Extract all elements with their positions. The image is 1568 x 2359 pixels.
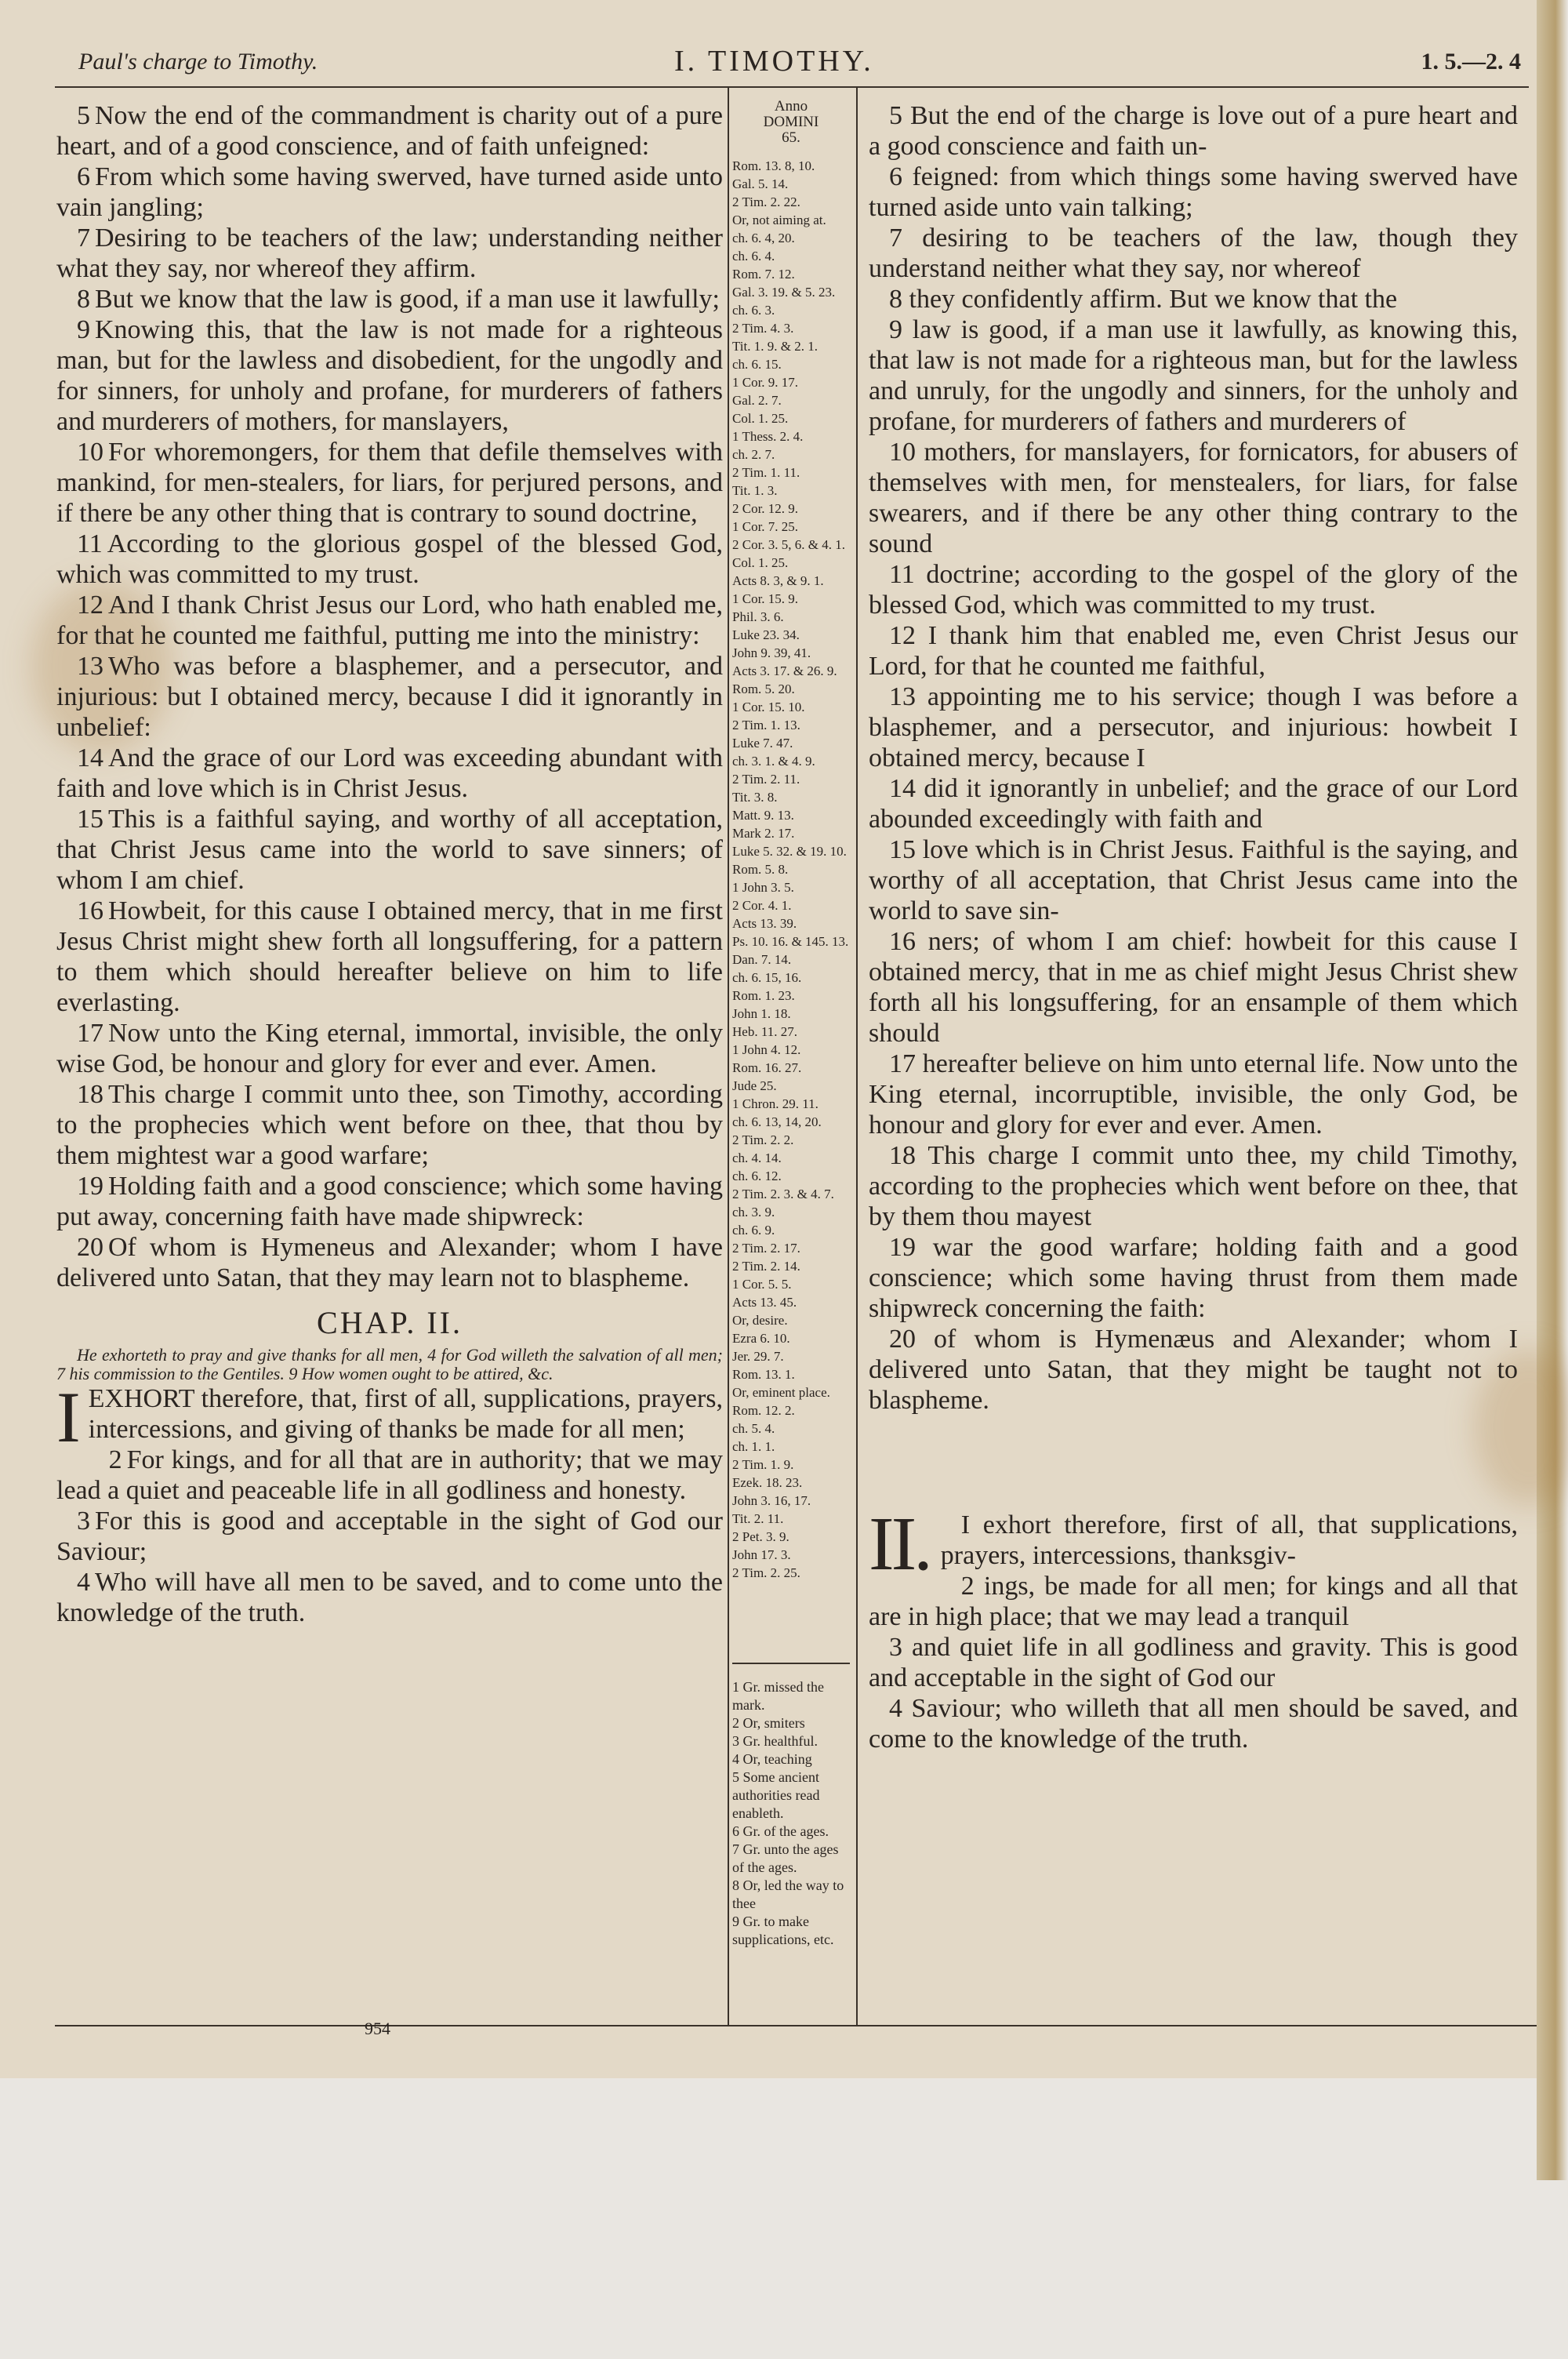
- verse-text: Who will have all men to be saved, and to come unto the knowledge of the truth.: [56, 1568, 723, 1627]
- rv-verse: 6 feigned: from which things some having swerved have turned aside unto vain talking;: [869, 162, 1518, 222]
- cross-reference: John 17. 3.: [732, 1547, 791, 1562]
- footnote: 7 Gr. unto the ages of the ages.: [732, 1841, 839, 1875]
- footnote: 8 Or, led the way to thee: [732, 1877, 844, 1911]
- cross-reference: 1 Cor. 15. 10.: [732, 700, 805, 714]
- cross-reference: Or, not aiming at.: [732, 213, 826, 227]
- verse: [56, 437, 723, 529]
- rv-verse: 5 But the end of the charge is love out of a pure heart and a good conscience and faith un-: [869, 101, 1518, 161]
- chapter-summary: He exhorteth to pray and give thanks for all men, 4 for God willeth the salvation of all men; 7 his commission to the Gentiles. 9 How women ought to be attired, &c.: [56, 1345, 723, 1383]
- drop-cap: I: [56, 1377, 81, 1457]
- verse-text: Who was before a blasphemer, and a persecutor, and injurious: but I obtained mercy, because I did it ignorantly in unbelief:: [56, 652, 723, 742]
- column-rule: [728, 88, 729, 2025]
- anno-domini: [732, 99, 850, 146]
- cross-reference: 1 Chron. 29. 11.: [732, 1096, 818, 1111]
- verse-text: But we know that the law is good, if a man use it lawfully;: [95, 285, 720, 314]
- cross-reference: 2 Cor. 3. 5, 6. & 4. 1.: [732, 537, 846, 552]
- rv-verse: 11 doctrine; according to the gospel of the glory of the blessed God, which was committed to my trust.: [869, 560, 1518, 620]
- cross-reference: John 1. 18.: [732, 1006, 791, 1021]
- kjv-chapter-2-opening: [56, 1377, 723, 1457]
- cross-reference: 2 Tim. 2. 25.: [732, 1565, 800, 1580]
- cross-reference: ch. 1. 1.: [732, 1439, 775, 1454]
- rv-verse: 3 and quiet life in all godliness and gravity. This is good and acceptable in the sight of God our: [869, 1633, 1518, 1692]
- cross-reference: Ezra 6. 10.: [732, 1331, 790, 1346]
- cross-reference: Tit. 3. 8.: [732, 790, 778, 805]
- cross-reference: ch. 6. 4, 20.: [732, 231, 795, 245]
- verse-text: EXHORT therefore, that, first of all, supplications, prayers, intercessions, and giving of thanks be made for all men;: [88, 1384, 723, 1444]
- cross-reference: ch. 6. 12.: [732, 1169, 782, 1183]
- verse-text: Now the end of the commandment is charity out of a pure heart, and of a good conscience, and of faith unfeigned:: [56, 101, 723, 161]
- margin-references: [732, 99, 850, 1582]
- verse-number: 7: [77, 224, 90, 253]
- cross-reference: 2 Tim. 2. 17.: [732, 1241, 800, 1256]
- verse-text: This charge I commit unto thee, son Timothy, according to the prophecies which went before on thee, that thou by them mightest war a good warfare;: [56, 1080, 723, 1170]
- domini-label: DOMINI: [763, 114, 819, 130]
- cross-reference: Tit. 1. 3.: [732, 483, 778, 498]
- cross-reference: Gal. 2. 7.: [732, 393, 782, 408]
- cross-reference: Jude 25.: [732, 1078, 777, 1093]
- rv-verse: 12 I thank him that enabled me, even Christ Jesus our Lord, for that he counted me faithful,: [869, 621, 1518, 681]
- footnote: 5 Some ancient authorities read enableth.: [732, 1769, 820, 1821]
- verse-number: 15: [77, 805, 103, 834]
- verse: [56, 314, 723, 437]
- verse-number: 16: [77, 896, 103, 925]
- cross-reference: Gal. 5. 14.: [732, 176, 789, 191]
- cross-reference: 1 Cor. 15. 9.: [732, 591, 799, 606]
- verse-text: Now unto the King eternal, immortal, invisible, the only wise God, be honour and glory for ever and ever. Amen.: [56, 1019, 723, 1078]
- verse-text: And I thank Christ Jesus our Lord, who hath enabled me, for that he counted me faithful, putting me into the ministry:: [56, 591, 723, 650]
- rv-verse: 15 love which is in Christ Jesus. Faithful is the saying, and worthy of all acceptation, that Christ Jesus came into the world to save sin-: [869, 835, 1518, 925]
- anno-year: 65.: [782, 129, 800, 146]
- cross-reference: ch. 3. 9.: [732, 1205, 775, 1219]
- cross-reference: 2 Tim. 2. 3. & 4. 7.: [732, 1187, 834, 1201]
- verse: [56, 1445, 723, 1506]
- cross-reference: 2 Tim. 2. 22.: [732, 194, 800, 209]
- verse: [56, 743, 723, 804]
- cross-reference: Dan. 7. 14.: [732, 952, 792, 967]
- cross-reference: Luke 5. 32. & 19. 10.: [732, 844, 847, 859]
- cross-reference: Gal. 3. 19. & 5. 23.: [732, 285, 836, 300]
- verse-text: For this is good and acceptable in the sight of God our Saviour;: [56, 1507, 723, 1566]
- verse-text: Desiring to be teachers of the law; understanding neither what they say, nor whereof they affirm.: [56, 224, 723, 283]
- rv-verse: 18 This charge I commit unto thee, my child Timothy, according to the prophecies which went before on thee, that by them thou mayest: [869, 1141, 1518, 1231]
- cross-reference: Ps. 10. 16. & 145. 13.: [732, 934, 849, 949]
- cross-reference: Rom. 5. 20.: [732, 682, 795, 696]
- rv-verse: 4 Saviour; who willeth that all men should be saved, and come to the knowledge of the truth.: [869, 1694, 1518, 1754]
- footnote: 6 Gr. of the ages.: [732, 1823, 829, 1839]
- footnote: 2 Or, smiters: [732, 1715, 805, 1731]
- verse-text: Howbeit, for this cause I obtained mercy, that in me first Jesus Christ might shew forth all longsuffering, for a pattern to them which should hereafter believe on him to life everlasting.: [56, 896, 723, 1017]
- cross-reference: Tit. 1. 9. & 2. 1.: [732, 339, 818, 354]
- footer-rule: [55, 2025, 1537, 2026]
- verse-number: 19: [77, 1172, 103, 1201]
- cross-reference: Rom. 5. 8.: [732, 862, 789, 877]
- cross-reference: 2 Cor. 4. 1.: [732, 898, 792, 913]
- rv-column: [869, 100, 1518, 1754]
- cross-reference: ch. 6. 15.: [732, 357, 782, 372]
- verse-text: Holding faith and a good conscience; which some having put away, concerning faith have made shipwreck:: [56, 1172, 723, 1231]
- verse-number: 10: [77, 438, 103, 467]
- cross-reference: Mark 2. 17.: [732, 826, 795, 841]
- cross-reference: Jer. 29. 7.: [732, 1349, 784, 1364]
- cross-reference: ch. 6. 3.: [732, 303, 775, 318]
- cross-reference: 2 Tim. 2. 11.: [732, 772, 800, 787]
- cross-reference: Heb. 11. 27.: [732, 1024, 797, 1039]
- anno-label: Anno: [774, 98, 808, 114]
- cross-reference: Acts 13. 39.: [732, 916, 797, 931]
- cross-reference: Matt. 9. 13.: [732, 808, 794, 823]
- chapter-gap: [869, 1416, 1518, 1510]
- verse: [56, 651, 723, 743]
- verse-text: And the grace of our Lord was exceeding abundant with faith and love which is in Christ Jesus.: [56, 743, 723, 803]
- cross-reference: Phil. 3. 6.: [732, 609, 784, 624]
- verse: [56, 804, 723, 896]
- running-head-left: Paul's charge to Timothy.: [78, 49, 318, 75]
- verse-text: From which some having swerved, have turned aside unto vain jangling;: [56, 162, 723, 222]
- verse: [56, 1079, 723, 1171]
- verse: [56, 223, 723, 284]
- rv-verse: 20 of whom is Hymenæus and Alexander; whom I delivered unto Satan, that they might be taught not to blaspheme.: [869, 1325, 1518, 1415]
- verse-number: 5: [77, 101, 90, 130]
- page-header: [78, 44, 1521, 83]
- verse-number: 14: [77, 743, 103, 772]
- cross-reference: 2 Cor. 12. 9.: [732, 501, 799, 516]
- rv-verse: 9 law is good, if a man use it lawfully, as knowing this, that law is not made for a righteous man, but for the lawless and unruly, for the ungodly and sinners, for the unholy and profane, for murderers of fathers and murderers of: [869, 315, 1518, 436]
- verse-number: 12: [77, 591, 103, 620]
- footnotes: [732, 1678, 850, 1949]
- cross-reference: 2 Tim. 1. 11.: [732, 465, 800, 480]
- cross-reference: ch. 6. 9.: [732, 1223, 775, 1238]
- cross-reference: 2 Tim. 2. 14.: [732, 1259, 800, 1274]
- verse: [56, 1232, 723, 1293]
- cross-reference: ch. 6. 13, 14, 20.: [732, 1114, 822, 1129]
- verse: [56, 162, 723, 223]
- page-edge: [1537, 0, 1568, 2180]
- verse-number: 17: [77, 1019, 103, 1048]
- cross-reference: Rom. 7. 12.: [732, 267, 795, 282]
- cross-reference: ch. 4. 14.: [732, 1150, 782, 1165]
- cross-reference: Col. 1. 25.: [732, 555, 789, 570]
- verse: [56, 100, 723, 162]
- verse-number: 6: [77, 162, 90, 191]
- footnote: 9 Gr. to make supplications, etc.: [732, 1914, 834, 1947]
- cross-reference: ch. 6. 15, 16.: [732, 970, 802, 985]
- cross-reference: Acts 8. 3, & 9. 1.: [732, 573, 824, 588]
- cross-reference: Luke 23. 34.: [732, 627, 800, 642]
- cross-reference: Ezek. 18. 23.: [732, 1475, 803, 1490]
- cross-reference: ch. 2. 7.: [732, 447, 775, 462]
- rv-verse: 13 appointing me to his service; though I was before a blasphemer, and a persecutor, and injurious: howbeit I obtained mercy, because I: [869, 682, 1518, 772]
- cross-reference: 1 John 3. 5.: [732, 880, 794, 895]
- footnote: 3 Gr. healthful.: [732, 1733, 818, 1749]
- cross-reference: 1 John 4. 12.: [732, 1042, 801, 1057]
- verse-text: For whoremongers, for them that defile themselves with mankind, for men-stealers, for liars, for perjured persons, and if there be any other thing that is contrary to sound doctrine,: [56, 438, 723, 528]
- rv-verse: 14 did it ignorantly in unbelief; and the grace of our Lord abounded exceedingly with faith and: [869, 774, 1518, 834]
- kjv-chapter-1-verses: [56, 100, 723, 1293]
- page-number: 954: [365, 2019, 390, 2038]
- cross-reference: John 9. 39, 41.: [732, 645, 811, 660]
- kjv-column: [56, 100, 723, 1628]
- verse-text: Knowing this, that the law is not made for a righteous man, but for the lawless and disobedient, for the ungodly and for sinners, for unholy and profane, for murderers of fathers and murderers of mothers, for manslayers,: [56, 315, 723, 436]
- cross-reference: 1 Thess. 2. 4.: [732, 429, 804, 444]
- rv-verse: 2 ings, be made for all men; for kings and all that are in high place; that we may lead a tranquil: [869, 1572, 1518, 1631]
- chapter-number: II.: [869, 1502, 930, 1587]
- verse: [56, 1506, 723, 1567]
- cross-references: [732, 157, 850, 1582]
- cross-reference: 2 Tim. 2. 2.: [732, 1132, 794, 1147]
- verse-range: 1. 5.—2. 4: [1421, 49, 1521, 75]
- cross-reference: 2 Pet. 3. 9.: [732, 1529, 789, 1544]
- cross-reference: Luke 7. 47.: [732, 736, 793, 751]
- header-rule: [55, 86, 1529, 88]
- cross-reference: ch. 5. 4.: [732, 1421, 775, 1436]
- cross-reference: ch. 6. 4.: [732, 249, 775, 264]
- cross-reference: 1 Cor. 5. 5.: [732, 1277, 792, 1292]
- verse-text: For kings, and for all that are in authority; that we may lead a quiet and peaceable life in all godliness and honesty.: [56, 1445, 723, 1505]
- verse: [56, 284, 723, 314]
- rv-verse: 8 they confidently affirm. But we know that the: [889, 285, 1398, 314]
- footnote: 4 Or, teaching: [732, 1751, 812, 1767]
- cross-reference: 2 Tim. 1. 9.: [732, 1457, 794, 1472]
- verse: [56, 896, 723, 1018]
- rv-chapter-2-verses: [869, 1502, 1518, 1754]
- verse-number: 8: [77, 285, 90, 314]
- rv-verse: 7 desiring to be teachers of the law, though they understand neither what they say, nor whereof: [869, 224, 1518, 283]
- cross-reference: Or, eminent place.: [732, 1385, 830, 1400]
- rv-chapter-1-verses: [869, 100, 1518, 1416]
- cross-reference: 2 Tim. 1. 13.: [732, 718, 800, 732]
- verse-number: 4: [77, 1568, 90, 1597]
- verse-number: 13: [77, 652, 103, 681]
- cross-reference: 1 Cor. 7. 25.: [732, 519, 799, 534]
- book-title: I. TIMOTHY.: [674, 45, 874, 78]
- verse: [56, 1171, 723, 1232]
- kjv-chapter-2-verses: [56, 1445, 723, 1628]
- chapter-heading: CHAP. II.: [317, 1305, 463, 1340]
- cross-reference: Rom. 12. 2.: [732, 1403, 795, 1418]
- cross-reference: Rom. 1. 23.: [732, 988, 795, 1003]
- verse-text: This is a faithful saying, and worthy of all acceptation, that Christ Jesus came into the world to save sinners; of whom I am chief.: [56, 805, 723, 895]
- cross-reference: Col. 1. 25.: [732, 411, 789, 426]
- cross-reference: 2 Tim. 4. 3.: [732, 321, 794, 336]
- verse: [56, 590, 723, 651]
- rv-verse: 10 mothers, for manslayers, for fornicators, for abusers of themselves with men, for menstealers, for liars, for false swearers, and if there be any other thing contrary to the sound: [869, 438, 1518, 558]
- cross-reference: Or, desire.: [732, 1313, 788, 1328]
- cross-reference: Acts 3. 17. & 26. 9.: [732, 663, 837, 678]
- cross-reference: Acts 13. 45.: [732, 1295, 797, 1310]
- column-rule: [856, 88, 858, 2025]
- verse-text: Of whom is Hymeneus and Alexander; whom I have delivered unto Satan, that they may learn not to blaspheme.: [56, 1233, 723, 1292]
- cross-reference: ch. 3. 1. & 4. 9.: [732, 754, 815, 769]
- verse: [56, 1018, 723, 1079]
- cross-reference: Rom. 16. 27.: [732, 1060, 802, 1075]
- rv-verse: 19 war the good warfare; holding faith and a good conscience; which some having thrust from them made shipwreck concerning the faith:: [869, 1233, 1518, 1323]
- footnote: 1 Gr. missed the mark.: [732, 1679, 824, 1713]
- verse-number: 18: [77, 1080, 103, 1109]
- verse-number: 20: [77, 1233, 103, 1262]
- notes-rule: [732, 1663, 850, 1664]
- cross-reference: Rom. 13. 8, 10.: [732, 158, 815, 173]
- verse-number: 11: [77, 529, 103, 558]
- rv-verse: 17 hereafter believe on him unto eternal life. Now unto the King eternal, incorruptible, invisible, the only God, be honour and glory for ever and ever. Amen.: [869, 1049, 1518, 1140]
- cross-reference: 1 Cor. 9. 17.: [732, 375, 799, 390]
- verse-number: 2: [108, 1445, 122, 1474]
- rv-verse: 16 ners; of whom I am chief: howbeit for this cause I obtained mercy, that in me as chief might Jesus Christ shew forth all his longsuffering, for an ensample of them which should: [869, 927, 1518, 1048]
- cross-reference: Tit. 2. 11.: [732, 1511, 784, 1526]
- cross-reference: John 3. 16, 17.: [732, 1493, 811, 1508]
- cross-reference: Rom. 13. 1.: [732, 1367, 795, 1382]
- verse: [56, 1567, 723, 1628]
- rv-verse: I exhort therefore, first of all, that supplications, prayers, intercessions, thanksgiv-: [940, 1510, 1518, 1570]
- verse-number: 9: [77, 315, 90, 344]
- verse-text: According to the glorious gospel of the blessed God, which was committed to my trust.: [56, 529, 723, 589]
- verse: [56, 529, 723, 590]
- verse-number: 3: [77, 1507, 90, 1536]
